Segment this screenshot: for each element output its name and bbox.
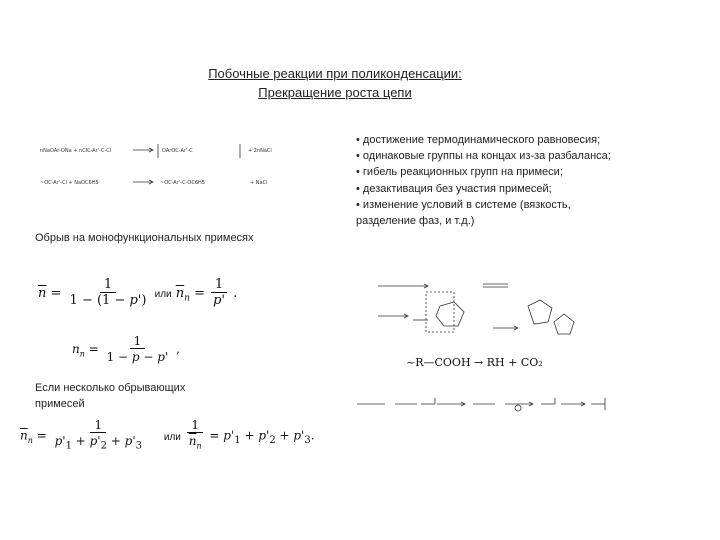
decarboxylation-equation: ~R—COOH → RH + CO₂ <box>406 356 543 369</box>
svg-text:OArOC-Ar'-C: OArOC-Ar'-C <box>162 148 193 154</box>
bullet-item: • одинаковые группы на концах из-за разбаланса; <box>356 148 626 164</box>
svg-text:~OC-Ar'-Cl + NaOC6H5: ~OC-Ar'-Cl + NaOC6H5 <box>40 180 99 186</box>
svg-text:nNaOAr-ONa + nClC-Ar'-C-Cl: nNaOAr-ONa + nClC-Ar'-C-Cl <box>40 148 112 154</box>
mono-impurity-heading: Обрыв на монофункциональных примесях <box>35 232 254 244</box>
slide-title-line2: Прекращение роста цепи <box>258 85 412 100</box>
svg-text:+ 2nNaCl: + 2nNaCl <box>248 148 272 154</box>
cyclization-scheme <box>368 276 593 346</box>
slide-title-line1: Побочные реакции при поликонденсации: <box>208 66 462 81</box>
svg-text:~OC-Ar'-C-OC6H5: ~OC-Ar'-C-OC6H5 <box>160 180 205 186</box>
equation-multiple-impurities: $\overline{n}_n$ = $\frac{1}{p'_1 + p'_2 + p'_3}$ или $\frac{1}{\overline{n}_n}$ = $p'_1 + p'_2 + p'_3$. <box>20 418 315 452</box>
reaction-scheme-left-top <box>38 138 288 200</box>
or-word-2: или <box>163 431 181 443</box>
or-word-1: или <box>154 289 172 300</box>
bullet-item: • изменение условий в системе (вязкость, разделение фаз, и т.д.) <box>356 197 626 229</box>
termination-causes-list <box>356 132 626 229</box>
eq1-numerator: 1 <box>100 278 116 293</box>
equation-degree-polymerization-2: $n_n$ = $\frac{1}{1 - p - p'}$ , <box>72 334 180 364</box>
multi-impurity-heading: Если несколько обрывающих примесей <box>35 382 186 410</box>
equation-degree-polymerization-1: $\overline{n}$ = $\frac{1}{1 - (1 - p')}$ или $\overline{n}_n$ = $\frac{1}{p'}$ . <box>38 277 238 308</box>
reaction-scheme-right-bottom <box>355 388 615 424</box>
bullet-item: • дезактивация без участия примесей; <box>356 181 626 197</box>
bullet-item: • гибель реакционных групп на примеси; <box>356 164 626 180</box>
svg-text:+ NaCl: + NaCl <box>250 180 268 186</box>
bullet-item: • достижение термодинамического равновесия; <box>356 132 626 148</box>
